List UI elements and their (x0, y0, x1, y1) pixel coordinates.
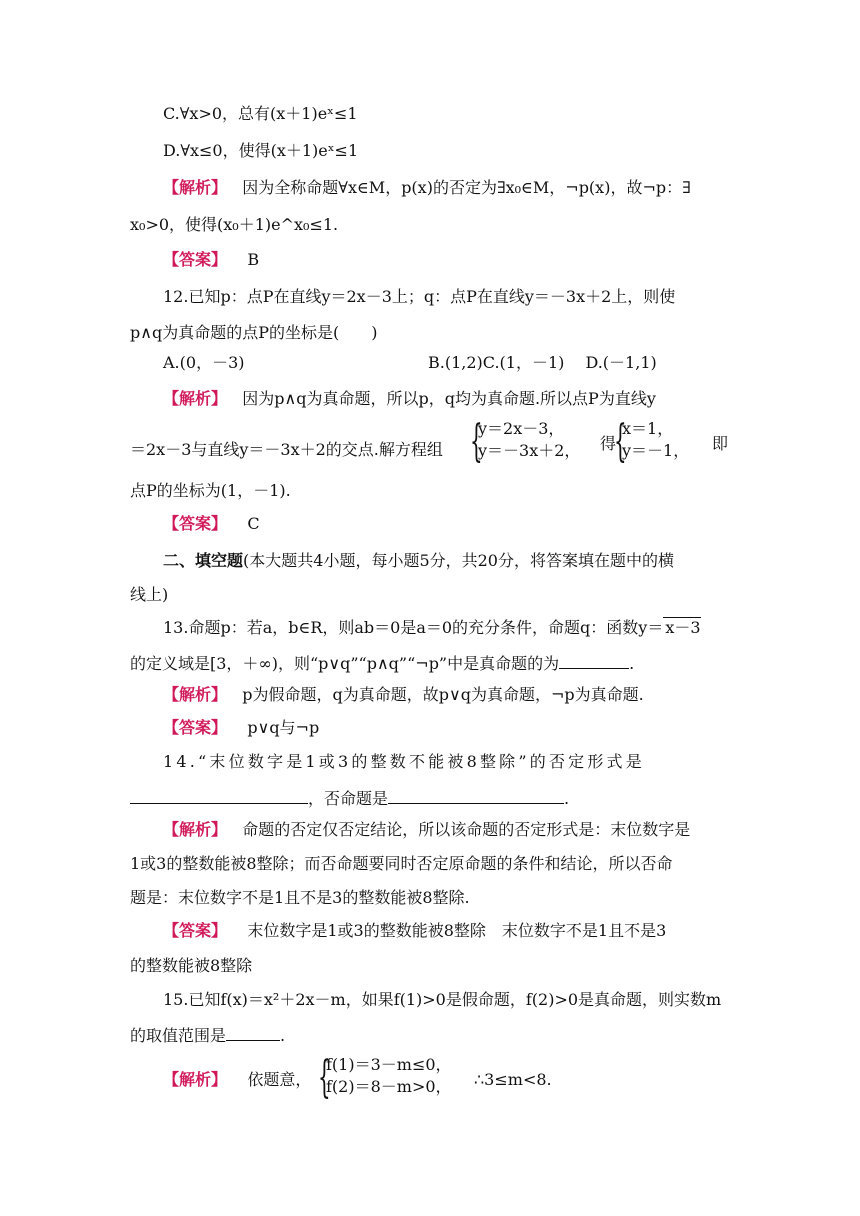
left-brace: { (470, 416, 483, 467)
q14-analysis-line-2: 1或3的整数能被8整除；而否命题要同时否定原命题的条件和结论，所以否命 (130, 854, 673, 873)
analysis-text: 依题意， (247, 1070, 312, 1089)
stem-text: 的定义域是[3，＋∞)，则“p∨q”“p∧q”“¬p”中是真命题的为 (130, 654, 560, 673)
answer-blank[interactable] (559, 652, 629, 669)
answer-blank[interactable] (388, 787, 564, 804)
q14-analysis-line-3: 题是：末位数字不是1且不是3的整数能被8整除. (130, 888, 470, 907)
analysis-text: p为假命题，q为真命题，故p∨q为真命题，¬p为真命题. (242, 685, 644, 704)
q11-analysis-line-2: x₀>0，使得(x₀＋1)e^x₀≤1. (130, 215, 339, 234)
answer-blank[interactable] (130, 787, 308, 804)
q12-analysis-line-3: 点P的坐标为(1，－1). (130, 481, 291, 500)
section-2-desc-line-2: 线上) (130, 585, 169, 604)
analysis-text: 因为p∧q为真命题，所以p，q均为真命题.所以点P为直线y (242, 389, 656, 408)
equation-line: y＝－3x＋2， (478, 441, 581, 460)
analysis-tag: 【解析】 (163, 1070, 228, 1089)
q12-stem-line-1: 12.已知p：点P在直线y＝2x－3上；q：点P在直线y＝－3x＋2上，则使 (163, 287, 676, 306)
ji-word: 即 (712, 434, 729, 453)
analysis-tag: 【解析】 (163, 178, 228, 197)
q14-analysis-line-1 (163, 820, 690, 840)
q12-stem-line-2: p∧q为真命题的点P的坐标是( ) (130, 323, 378, 342)
inequality-line: f(1)＝3－m≤0， (326, 1055, 452, 1074)
sqrt-expression: x－3 (665, 618, 701, 637)
q13-stem-line-2 (130, 652, 634, 674)
q15-stem-line-1: 15.已知f(x)＝x²＋2x－m，如果f(1)>0是假命题，f(2)>0是真命题，则实数m (163, 990, 722, 1009)
q12-option-a: A.(0，－3) (163, 353, 245, 372)
inequality-system (326, 1054, 452, 1098)
q13-analysis (163, 685, 644, 705)
analysis-text: 命题的否定仅否定结论，所以该命题的否定形式是：末位数字是 (242, 820, 691, 839)
q12-options-bcd: B.(1,2)C.(1，－1) D.(－1,1) (428, 353, 657, 372)
stem-text: 的取值范围是 (130, 1026, 227, 1045)
section-desc: (本大题共4小题，每小题5分，共20分，将答案填在题中的横 (243, 551, 674, 570)
stem-text: ，否命题是 (308, 789, 389, 808)
q11-answer (163, 250, 259, 270)
period: . (280, 1026, 286, 1045)
period: . (564, 789, 570, 808)
analysis-tag: 【解析】 (163, 685, 228, 704)
answer-text: C (247, 514, 260, 533)
q11-analysis-line-1 (163, 178, 691, 198)
equation-system-2 (622, 418, 689, 462)
answer-blank[interactable] (226, 1024, 280, 1041)
inequality-line: f(2)＝8－m>0， (326, 1077, 452, 1096)
analysis-text: 因为全称命题∀x∈M，p(x)的否定为∃x₀∈M，¬p(x)，故¬p：∃ (242, 178, 691, 197)
analysis-tag: 【解析】 (163, 820, 228, 839)
period: . (629, 654, 635, 673)
section-title: 二、填空题 (163, 551, 244, 570)
stem-text: 13.命题p：若a，b∈R，则ab＝0是a＝0的充分条件，命题q：函数y＝ (163, 618, 664, 637)
q12-analysis-line-1 (163, 389, 656, 409)
left-brace: { (614, 416, 627, 467)
q14-stem-line-1: 14.“末位数字是1或3的整数不能被8整除”的否定形式是 (163, 752, 645, 771)
equation-line: y＝－1， (622, 441, 690, 460)
answer-text: p∨q与¬p (247, 718, 320, 737)
q12-analysis-line-2: ＝2x－3与直线y＝－3x＋2的交点.解方程组 (130, 440, 443, 459)
answer-tag: 【答案】 (163, 514, 228, 533)
q15-result: ∴3≤m<8. (474, 1070, 552, 1089)
equation-system-1 (478, 418, 580, 462)
q14-answer-line-1 (163, 921, 666, 941)
q15-stem-line-2 (130, 1024, 285, 1046)
option-c: C.∀x>0，总有(x＋1)eˣ≤1 (163, 104, 358, 123)
equation-line: x＝1， (622, 419, 674, 438)
analysis-tag: 【解析】 (163, 389, 228, 408)
answer-text: B (247, 250, 260, 269)
q14-answer-line-2: 的整数能被8整除 (130, 956, 253, 975)
answer-tag: 【答案】 (163, 718, 228, 737)
q12-answer (163, 514, 260, 534)
equation-line: y＝2x－3， (478, 419, 565, 438)
q14-stem-line-2 (130, 787, 569, 809)
section-2-header (163, 551, 674, 571)
q13-answer (163, 718, 319, 738)
option-d: D.∀x≤0，使得(x＋1)eˣ≤1 (163, 141, 359, 160)
q13-stem-line-1 (163, 618, 701, 638)
answer-tag: 【答案】 (163, 250, 228, 269)
de-word: 得 (600, 434, 617, 453)
answer-text: 末位数字是1或3的整数能被8整除 末位数字不是1且不是3 (247, 921, 667, 940)
answer-tag: 【答案】 (163, 921, 228, 940)
left-brace: { (318, 1052, 331, 1103)
q15-analysis-start (163, 1070, 311, 1090)
